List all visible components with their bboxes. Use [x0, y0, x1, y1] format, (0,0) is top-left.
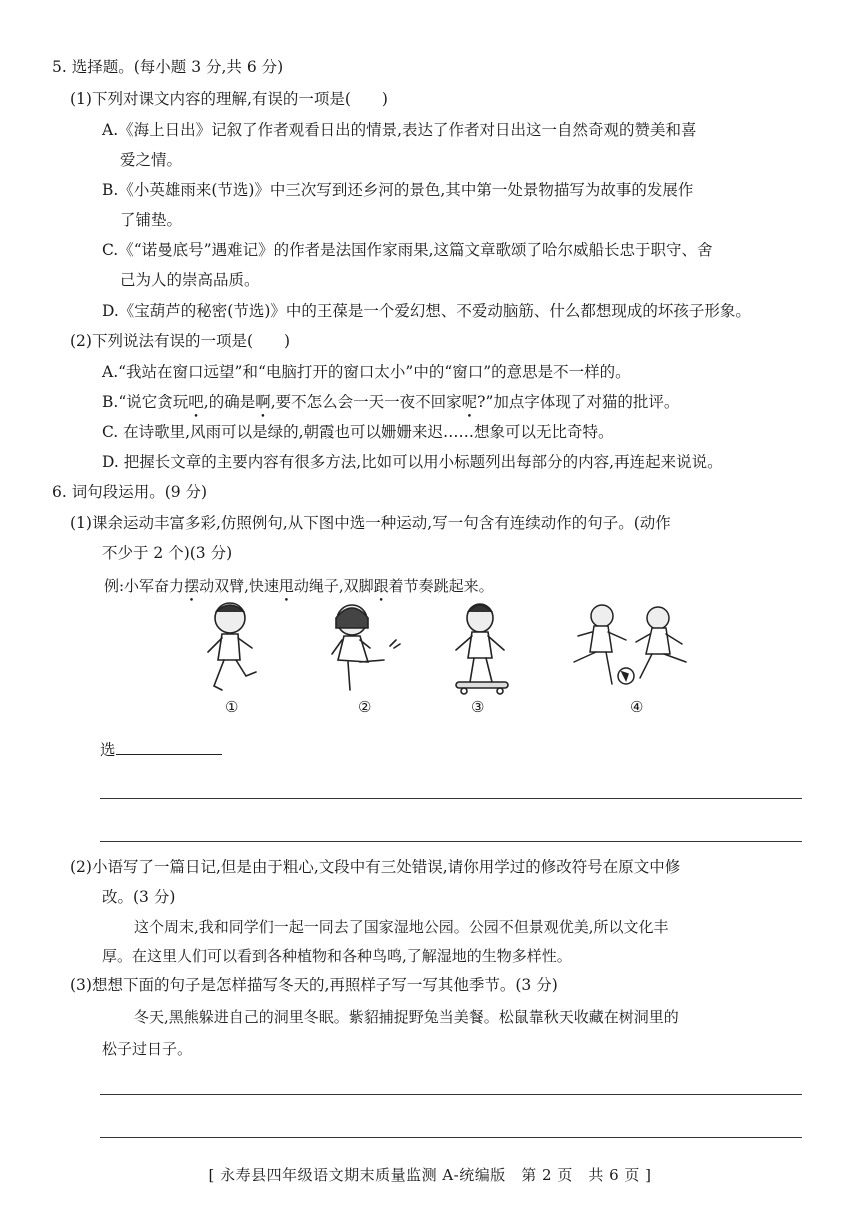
answer-line[interactable] — [100, 798, 802, 799]
q6-sub1-stem-line2: 不少于 2 个)(3 分) — [102, 544, 233, 562]
q6-sub2-stem-line1: (2)小语写了一篇日记,但是由于粗心,文段中有三处错误,请你用学过的修改符号在原文中修 — [70, 858, 681, 876]
soccer-girls-illustration — [566, 602, 696, 692]
q6-sub1-example — [104, 576, 494, 596]
running-boy-illustration — [200, 598, 270, 696]
dotted-char: 啊 — [255, 393, 271, 411]
choose-row — [100, 740, 222, 760]
answer-line[interactable] — [100, 1137, 802, 1138]
q5-sub1-option-a-line1: A.《海上日出》记叙了作者观看日出的情景,表达了作者对日出这一自然奇观的赞美和喜 — [102, 121, 697, 139]
q5-sub1-option-a-line2: 爱之情。 — [120, 151, 183, 169]
winter-paragraph-line1: 冬天,黑熊躲进自己的洞里冬眠。紫貂捕捉野兔当美餐。松鼠靠秋天收藏在树洞里的 — [134, 1008, 679, 1026]
q5-sub2-option-b-pre: B.“说它贪玩 — [102, 393, 189, 411]
picture-label-1: ① — [225, 698, 239, 716]
q5-sub2-option-b-post: ?”加点字体现了对猫的批评。 — [477, 393, 680, 411]
diary-paragraph-line1: 这个周末,我和同学们一起一同去了国家湿地公园。公园不但景观优美,所以文化丰 — [134, 918, 669, 936]
q5-title: 5. 选择题。(每小题 3 分,共 6 分) — [52, 58, 284, 76]
q5-sub2-option-b-mid1: ,的确是 — [203, 393, 256, 411]
q6-sub3-stem: (3)想想下面的句子是怎样描写冬天的,再照样子写一写其他季节。(3 分) — [70, 976, 558, 994]
q5-sub1-option-b-line1: B.《小英雄雨来(节选)》中三次写到还乡河的景色,其中第一处景物描写为故事的发展作 — [102, 181, 694, 199]
page-footer: [ 永寿县四年级语文期末质量监测 A-统编版 第 2 页 共 6 页 ] — [208, 1166, 652, 1184]
answer-line[interactable] — [100, 1094, 802, 1095]
q5-sub2-option-d: D. 把握长文章的主要内容有很多方法,比如可以用小标题列出每部分的内容,再连起来说说。 — [102, 453, 723, 471]
dotted-char: 摆 — [184, 577, 200, 595]
dotted-char: 吧 — [188, 393, 204, 411]
dotted-char: 甩 — [278, 577, 294, 595]
q5-sub2-option-b — [102, 392, 679, 412]
q5-sub2-option-a: A.“我站在窗口远望”和“电脑打开的窗口太小”中的“窗口”的意思是不一样的。 — [102, 363, 631, 381]
q5-sub1-stem: (1)下列对课文内容的理解,有误的一项是( ) — [70, 90, 388, 108]
q5-sub1-option-c-line1: C.《“诺曼底号”遇难记》的作者是法国作家雨果,这篇文章歌颂了哈尔威船长忠于职守、舍 — [102, 241, 713, 259]
dotted-char: 跟 — [373, 577, 389, 595]
skateboard-boy-illustration — [446, 600, 516, 696]
shuttlecock-girl-illustration — [324, 600, 404, 696]
example-post: 着节奏跳起来。 — [388, 577, 494, 595]
q6-title: 6. 词句段运用。(9 分) — [52, 483, 208, 501]
example-mid2: 动绳子,双脚 — [293, 577, 374, 595]
choose-label: 选 — [100, 741, 116, 759]
q5-sub1-option-d: D.《宝葫芦的秘密(节选)》中的王葆是一个爱幻想、不爱动脑筋、什么都想现成的坏孩子形象。 — [102, 302, 751, 320]
q5-sub2-option-b-mid2: ,要不怎么会一天一夜不回家 — [270, 393, 462, 411]
dotted-char: 呢 — [461, 393, 478, 411]
choose-blank[interactable] — [116, 740, 222, 755]
q5-sub2-option-c: C. 在诗歌里,风雨可以是绿的,朝霞也可以姗姗来迟……想象可以无比奇特。 — [102, 423, 614, 441]
picture-label-3: ③ — [471, 698, 485, 716]
q5-sub1-option-c-line2: 己为人的崇高品质。 — [120, 271, 260, 289]
answer-line[interactable] — [100, 841, 802, 842]
diary-paragraph-line2: 厚。在这里人们可以看到各种植物和各种鸟鸣,了解湿地的生物多样性。 — [102, 947, 572, 965]
q6-sub2-stem-line2: 改。(3 分) — [102, 888, 176, 906]
example-mid1: 动双臂,快速 — [199, 577, 279, 595]
q5-sub2-stem: (2)下列说法有误的一项是( ) — [70, 332, 291, 350]
winter-paragraph-line2: 松子过日子。 — [102, 1040, 193, 1058]
q6-sub1-stem-line1: (1)课余运动丰富多彩,仿照例句,从下图中选一种运动,写一句含有连续动作的句子。(动作 — [70, 514, 671, 532]
picture-label-4: ④ — [630, 698, 644, 716]
picture-label-2: ② — [358, 698, 372, 716]
q5-sub1-option-b-line2: 了铺垫。 — [120, 211, 183, 229]
example-pre: 例:小军奋力 — [104, 577, 185, 595]
